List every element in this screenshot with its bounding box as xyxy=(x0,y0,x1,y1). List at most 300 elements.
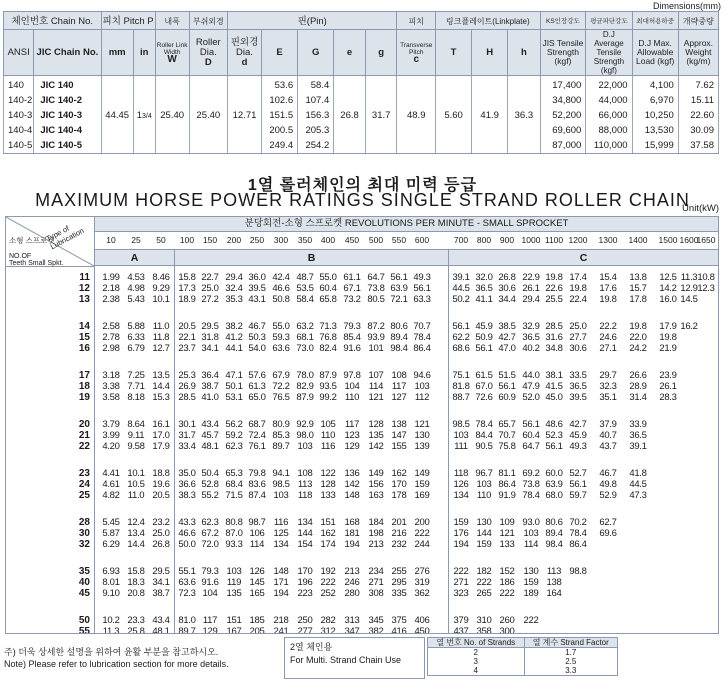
rating-value: 3.99 xyxy=(102,430,120,441)
strand-number: 4 xyxy=(428,666,525,676)
rating-value: 47.3 xyxy=(629,490,647,501)
rating-value: 450 xyxy=(414,626,430,634)
rating-value: 110 xyxy=(476,490,492,501)
rating-value: 3.38 xyxy=(102,381,120,392)
rating-value: 36.5 xyxy=(629,430,647,441)
rating-value: 194 xyxy=(273,588,289,599)
rating-value: 98.8 xyxy=(569,566,587,577)
rating-value: 67.2 xyxy=(201,528,219,539)
rating-value: 2.18 xyxy=(102,283,120,294)
cell-pitch-mm xyxy=(101,93,133,108)
rpm-label: 700 xyxy=(453,235,469,245)
rating-value: 34.4 xyxy=(498,294,516,305)
spec-row xyxy=(4,138,719,154)
rating-value: 87.2 xyxy=(367,321,385,332)
spec-row xyxy=(4,108,719,123)
rating-value: 323 xyxy=(453,588,469,599)
rating-value: 34.1 xyxy=(201,343,219,354)
rating-value: 22.4 xyxy=(569,294,587,305)
rating-value: 19.6 xyxy=(152,479,170,490)
rating-value: 50.9 xyxy=(475,332,493,343)
rating-value: 60.9 xyxy=(498,392,516,403)
rating-value: 22.7 xyxy=(201,272,219,283)
rating-value: 62.2 xyxy=(452,332,470,343)
rating-value: 68.0 xyxy=(545,490,563,501)
cell-h xyxy=(508,123,540,138)
rating-value: 49.3 xyxy=(413,272,431,283)
rating-value: 88.7 xyxy=(452,392,470,403)
rating-value: 194 xyxy=(344,539,360,550)
rating-value: 295 xyxy=(391,577,407,588)
rating-value: 48.1 xyxy=(152,626,170,634)
cell-ansi: 140-5 xyxy=(4,138,34,154)
cell-jic: JIC 140-2 xyxy=(34,93,101,108)
rating-value: 186 xyxy=(499,577,515,588)
teeth-count: 35 xyxy=(78,566,90,577)
rating-value: 65.7 xyxy=(498,419,516,430)
rating-value: 159 xyxy=(414,479,430,490)
rating-value: 117 xyxy=(344,419,360,430)
rating-value: 28.3 xyxy=(659,392,677,403)
rating-value: 36.0 xyxy=(248,272,266,283)
rating-value: 159 xyxy=(453,517,469,528)
cell-ansi: 140-3 xyxy=(4,108,34,123)
rating-value: 22.6 xyxy=(545,283,563,294)
rating-value: 64.7 xyxy=(367,272,385,283)
rpm-label: 500 xyxy=(368,235,384,245)
rating-value: 123 xyxy=(344,430,360,441)
rating-value: 222 xyxy=(453,566,469,577)
strand-factor: 3.3 xyxy=(524,666,617,676)
rating-value: 49.3 xyxy=(569,441,587,452)
rating-value: 68.4 xyxy=(225,479,243,490)
cell-e xyxy=(334,93,366,108)
rating-value: 47.0 xyxy=(498,343,516,354)
rating-value: 127 xyxy=(391,392,407,403)
transverse-text: Transverse Pitch xyxy=(400,41,433,56)
cell-g-upper: 107.4 xyxy=(298,93,334,108)
teeth-count: 19 xyxy=(78,392,90,403)
rating-value: 44.1 xyxy=(225,343,243,354)
rating-value: 81.0 xyxy=(178,615,196,626)
cell-weight: 37.58 xyxy=(678,138,718,154)
rating-value: 189 xyxy=(523,588,539,599)
rating-value: 43.1 xyxy=(248,294,266,305)
rating-value: 182 xyxy=(476,566,492,577)
rating-value: 94.1 xyxy=(272,468,290,479)
rating-value: 41.8 xyxy=(629,468,647,479)
rating-value: 23.9 xyxy=(659,370,677,381)
rating-value: 222 xyxy=(414,528,430,539)
rating-value: 32.3 xyxy=(599,381,617,392)
header-roller-dia xyxy=(189,30,227,76)
rating-value: 36.5 xyxy=(475,283,493,294)
header-roller-dia-kor: 부쉬외경 xyxy=(189,12,227,30)
rating-value: 171 xyxy=(273,577,289,588)
rating-value: 78.4 xyxy=(413,332,431,343)
rating-value: 6.29 xyxy=(102,539,120,550)
rating-value: 106 xyxy=(249,528,265,539)
rating-value: 138 xyxy=(546,577,562,588)
rating-value: 246 xyxy=(344,577,360,588)
rating-value: 21.9 xyxy=(659,343,677,354)
rating-value: 222 xyxy=(320,577,336,588)
rating-value: 2.78 xyxy=(102,332,120,343)
rating-value: 169 xyxy=(414,490,430,501)
strand-number: 3 xyxy=(428,657,525,666)
cell-pitch-in xyxy=(133,138,155,154)
rating-value: 2.98 xyxy=(102,343,120,354)
rating-value: 198 xyxy=(368,528,384,539)
rating-value: 73.0 xyxy=(296,343,314,354)
rating-value: 33.9 xyxy=(629,419,647,430)
rating-value: 17.4 xyxy=(569,272,587,283)
rpm-label: 550 xyxy=(391,235,407,245)
rating-value: 19.8 xyxy=(545,272,563,283)
rating-value: 33.5 xyxy=(569,370,587,381)
rpm-label: 300 xyxy=(273,235,289,245)
rating-value: 194 xyxy=(453,539,469,550)
rating-value: 16.0 xyxy=(659,294,677,305)
rating-value: 43.4 xyxy=(201,419,219,430)
cell-h-upper xyxy=(472,93,508,108)
rating-value: 437 xyxy=(453,626,469,634)
rating-value: 82.4 xyxy=(319,343,337,354)
rating-value: 103 xyxy=(453,430,469,441)
rating-value: 98.5 xyxy=(452,419,470,430)
header-pitch2-kor: 피치 xyxy=(397,12,436,30)
rating-value: 222 xyxy=(476,577,492,588)
teeth-count: 20 xyxy=(78,419,90,430)
rating-value: 45.9 xyxy=(475,321,493,332)
rating-value: 9.11 xyxy=(127,430,145,441)
cell-pitch-mm xyxy=(101,123,133,138)
rating-value: 4.82 xyxy=(102,490,120,501)
rating-value: 89.4 xyxy=(390,332,408,343)
rating-value: 49.8 xyxy=(599,479,617,490)
rating-value: 121 xyxy=(368,392,384,403)
cell-t: 5.60 xyxy=(436,108,472,123)
rating-value: 76.5 xyxy=(272,392,290,403)
teeth-count: 28 xyxy=(78,517,90,528)
rating-value: 134 xyxy=(273,539,289,550)
rating-value: 79.3 xyxy=(201,566,219,577)
rating-value: 25.0 xyxy=(201,283,219,294)
rating-value: 103 xyxy=(476,479,492,490)
strand-header-factor: 열 계수 Strand Factor xyxy=(524,638,617,648)
rating-value: 277 xyxy=(297,626,313,634)
rating-value: 41.5 xyxy=(545,381,563,392)
rating-value: 113 xyxy=(546,566,562,577)
rating-value: 22.9 xyxy=(522,272,540,283)
rating-value: 29.5 xyxy=(152,566,170,577)
rating-value: 103 xyxy=(226,566,242,577)
rating-value: 44.5 xyxy=(452,283,470,294)
corner-teeth-label xyxy=(9,253,63,267)
rating-value: 142 xyxy=(368,441,384,452)
d-symbol: d xyxy=(241,56,248,68)
cell-w: 25.40 xyxy=(155,108,189,123)
rating-value: 38.7 xyxy=(152,588,170,599)
rating-value: 46.7 xyxy=(599,468,617,479)
rating-value: 18.8 xyxy=(152,468,170,479)
rating-value: 50.8 xyxy=(272,294,290,305)
rating-value: 3.79 xyxy=(102,419,120,430)
rating-value: 36.6 xyxy=(178,479,196,490)
rating-value: 11.0 xyxy=(127,490,145,501)
rating-value: 313 xyxy=(344,615,360,626)
rating-value: 68.7 xyxy=(248,419,266,430)
cell-t xyxy=(436,138,472,154)
rating-value: 136 xyxy=(344,468,360,479)
rating-value: 56.2 xyxy=(225,419,243,430)
rating-value: 126 xyxy=(453,479,469,490)
cell-h: 36.3 xyxy=(508,108,540,123)
rating-value: 15.8 xyxy=(178,272,196,283)
rating-value: 98.4 xyxy=(390,343,408,354)
rating-value: 24.6 xyxy=(599,332,617,343)
rating-value: 4.20 xyxy=(102,441,120,452)
rating-value: 41.1 xyxy=(475,294,493,305)
rating-value: 26.9 xyxy=(178,381,196,392)
rating-value: 80.6 xyxy=(390,321,408,332)
rating-value: 73.2 xyxy=(343,294,361,305)
rating-value: 29.5 xyxy=(201,321,219,332)
rating-value: 129 xyxy=(344,441,360,452)
rating-value: 135 xyxy=(368,430,384,441)
rating-value: 12.3 xyxy=(697,283,715,294)
rating-value: 11.8 xyxy=(152,332,170,343)
rating-value: 260 xyxy=(499,615,515,626)
rating-value: 87.9 xyxy=(319,370,337,381)
rating-value: 3.58 xyxy=(102,392,120,403)
lubrication-zone-a: A xyxy=(95,249,174,266)
rating-value: 32.0 xyxy=(475,272,493,283)
multi-strand-english: For Multi. Strand Chain Use xyxy=(290,655,402,665)
strand-row xyxy=(428,666,618,676)
cell-pitch-in xyxy=(133,93,155,108)
rpm-label: 900 xyxy=(499,235,515,245)
rating-value: 62.7 xyxy=(599,517,617,528)
cell-roller-dia xyxy=(189,138,227,154)
rating-value: 52.9 xyxy=(599,490,617,501)
cell-w xyxy=(155,76,189,94)
cell-jic: JIC 140-5 xyxy=(34,138,101,154)
rating-value: 335 xyxy=(391,588,407,599)
cell-g xyxy=(365,123,397,138)
rating-value: 39.5 xyxy=(569,392,587,403)
cell-dj-max: 4,100 xyxy=(632,76,678,94)
rating-value: 27.2 xyxy=(201,294,219,305)
rating-value: 14.2 xyxy=(659,283,677,294)
rating-value: 125 xyxy=(273,528,289,539)
rating-value: 358 xyxy=(476,626,492,634)
rating-value: 12.9 xyxy=(680,283,698,294)
rating-value: 265 xyxy=(476,588,492,599)
cell-g-upper: 58.4 xyxy=(298,76,334,94)
cell-pitch-mm xyxy=(101,76,133,94)
strand-factor: 2.5 xyxy=(524,657,617,666)
cell-g-upper: 254.2 xyxy=(298,138,334,154)
rating-value: 19.8 xyxy=(599,294,617,305)
rating-value: 5.87 xyxy=(102,528,120,539)
cell-jis-tensile: 52,200 xyxy=(540,108,586,123)
rating-value: 62.3 xyxy=(225,441,243,452)
rating-value: 196 xyxy=(297,577,313,588)
rating-value: 117 xyxy=(391,381,407,392)
rating-value: 5.45 xyxy=(102,517,120,528)
rating-value: 178 xyxy=(391,490,407,501)
rating-value: 116 xyxy=(273,517,289,528)
rating-value: 56.1 xyxy=(569,479,587,490)
rating-value: 15.8 xyxy=(127,566,145,577)
rating-value: 48.7 xyxy=(296,272,314,283)
d-upper-symbol: D xyxy=(204,56,212,68)
rpm-label: 1200 xyxy=(568,235,588,245)
rating-value: 51.5 xyxy=(498,370,516,381)
cell-c xyxy=(397,138,436,154)
rating-value: 170 xyxy=(391,479,407,490)
rating-value: 30.6 xyxy=(569,343,587,354)
header-linkplate: 링크플레이트(Linkplate) xyxy=(436,12,541,30)
strand-factor-table xyxy=(427,637,618,676)
rating-value: 162 xyxy=(320,528,336,539)
cell-h-upper xyxy=(472,138,508,154)
cell-pitch-in xyxy=(133,123,155,138)
rating-value: 110 xyxy=(344,392,360,403)
rating-value: 15.3 xyxy=(152,392,170,403)
cell-jis-tensile: 17,400 xyxy=(540,76,586,94)
rating-value: 168 xyxy=(344,517,360,528)
rating-value: 110 xyxy=(320,430,336,441)
rating-value: 252 xyxy=(320,588,336,599)
cell-e xyxy=(334,123,366,138)
rating-value: 379 xyxy=(453,615,469,626)
corner-type-of-lubrication: Type of Lubrication xyxy=(44,223,86,252)
note-korean: 주) 더욱 상세한 설명을 위하여 윤활 부분을 참고하시오. xyxy=(4,647,219,657)
rating-value: 64.7 xyxy=(522,441,540,452)
rating-value: 63.6 xyxy=(178,577,196,588)
rating-value: 14.4 xyxy=(152,381,170,392)
chain-spec-table xyxy=(3,11,719,154)
spec-row xyxy=(4,93,719,108)
header-h: h xyxy=(508,30,540,76)
rating-value: 80.5 xyxy=(367,294,385,305)
header-in: in xyxy=(133,30,155,76)
rating-value: 10.2 xyxy=(102,615,120,626)
multi-strand-korean: 2열 체인용 xyxy=(290,642,333,652)
rating-value: 54.0 xyxy=(248,343,266,354)
rating-value: 218 xyxy=(273,615,289,626)
rating-value: 222 xyxy=(523,615,539,626)
rating-value: 97.8 xyxy=(343,370,361,381)
rating-value: 11.3 xyxy=(680,272,698,283)
rating-value: 99.2 xyxy=(319,392,337,403)
cell-jic: JIC 140-4 xyxy=(34,123,101,138)
cell-g-upper: 156.3 xyxy=(298,108,334,123)
rating-value: 50.4 xyxy=(201,468,219,479)
rating-value: 45.9 xyxy=(569,430,587,441)
spec-body xyxy=(4,76,719,154)
cell-pin-dia xyxy=(228,76,262,94)
rating-value: 282 xyxy=(320,615,336,626)
rating-value: 271 xyxy=(453,577,469,588)
rating-value: 48.6 xyxy=(545,419,563,430)
teeth-count: 11 xyxy=(79,272,90,283)
teeth-count: 23 xyxy=(78,468,90,479)
rating-value: 345 xyxy=(368,615,384,626)
rating-value: 176 xyxy=(453,528,469,539)
strand-header-number: 열 번호 No. of Strands xyxy=(428,638,525,648)
rating-value: 134 xyxy=(297,517,313,528)
rating-value: 26.1 xyxy=(522,283,540,294)
cell-e xyxy=(334,138,366,154)
cell-e-upper: 102.6 xyxy=(262,93,298,108)
rating-value: 138 xyxy=(391,419,407,430)
rpm-label: 450 xyxy=(344,235,360,245)
rating-value: 43.4 xyxy=(152,615,170,626)
rating-value: 71.5 xyxy=(225,490,243,501)
cell-pitch-in xyxy=(133,76,155,94)
rating-value: 113 xyxy=(297,479,313,490)
rating-value: 83.6 xyxy=(248,479,266,490)
rating-value: 147 xyxy=(391,430,407,441)
unit-label: Unit(kW) xyxy=(682,203,719,214)
header-jic: JIC Chain No. xyxy=(34,30,101,76)
rating-value: 30.6 xyxy=(498,283,516,294)
cell-ansi: 140 xyxy=(4,76,34,94)
rating-value: 4.98 xyxy=(127,283,145,294)
rating-value: 37.9 xyxy=(599,419,617,430)
pitch-in-whole: 1 xyxy=(136,109,143,121)
rating-value: 53.5 xyxy=(296,283,314,294)
header-dj-average: D.J Average Tensile Strength (kgf) xyxy=(586,30,632,76)
rating-value: 80.8 xyxy=(225,517,243,528)
rating-value: 3.18 xyxy=(102,370,120,381)
rating-value: 276 xyxy=(414,566,430,577)
cell-pin-dia xyxy=(228,123,262,138)
rating-value: 60.0 xyxy=(545,468,563,479)
cell-dj-max: 15,999 xyxy=(632,138,678,154)
rating-value: 17.6 xyxy=(599,283,617,294)
teeth-count: 21 xyxy=(78,430,90,441)
rpm-label: 1400 xyxy=(628,235,648,245)
rating-value: 28.9 xyxy=(629,381,647,392)
rating-value: 63.3 xyxy=(413,294,431,305)
header-t: T xyxy=(436,30,472,76)
rating-value: 43.7 xyxy=(599,441,617,452)
rating-value: 50.3 xyxy=(248,332,266,343)
rating-value: 53.1 xyxy=(225,392,243,403)
rating-value: 50.0 xyxy=(178,539,196,550)
rating-value: 114 xyxy=(523,539,539,550)
rating-value: 10.1 xyxy=(152,294,170,305)
rating-value: 6.93 xyxy=(102,566,120,577)
rating-value: 87.4 xyxy=(248,490,266,501)
rating-value: 144 xyxy=(297,528,313,539)
teeth-count: 45 xyxy=(78,588,90,599)
cell-ansi: 140-2 xyxy=(4,93,34,108)
rating-value: 80.6 xyxy=(545,517,563,528)
cell-e-upper: 200.5 xyxy=(262,123,298,138)
horse-power-table xyxy=(5,216,719,634)
rating-value: 213 xyxy=(344,566,360,577)
cell-dj-max: 13,530 xyxy=(632,123,678,138)
rating-value: 104 xyxy=(344,381,360,392)
rating-value: 201 xyxy=(391,517,407,528)
rating-value: 119 xyxy=(226,577,242,588)
rating-value: 70.7 xyxy=(498,430,516,441)
